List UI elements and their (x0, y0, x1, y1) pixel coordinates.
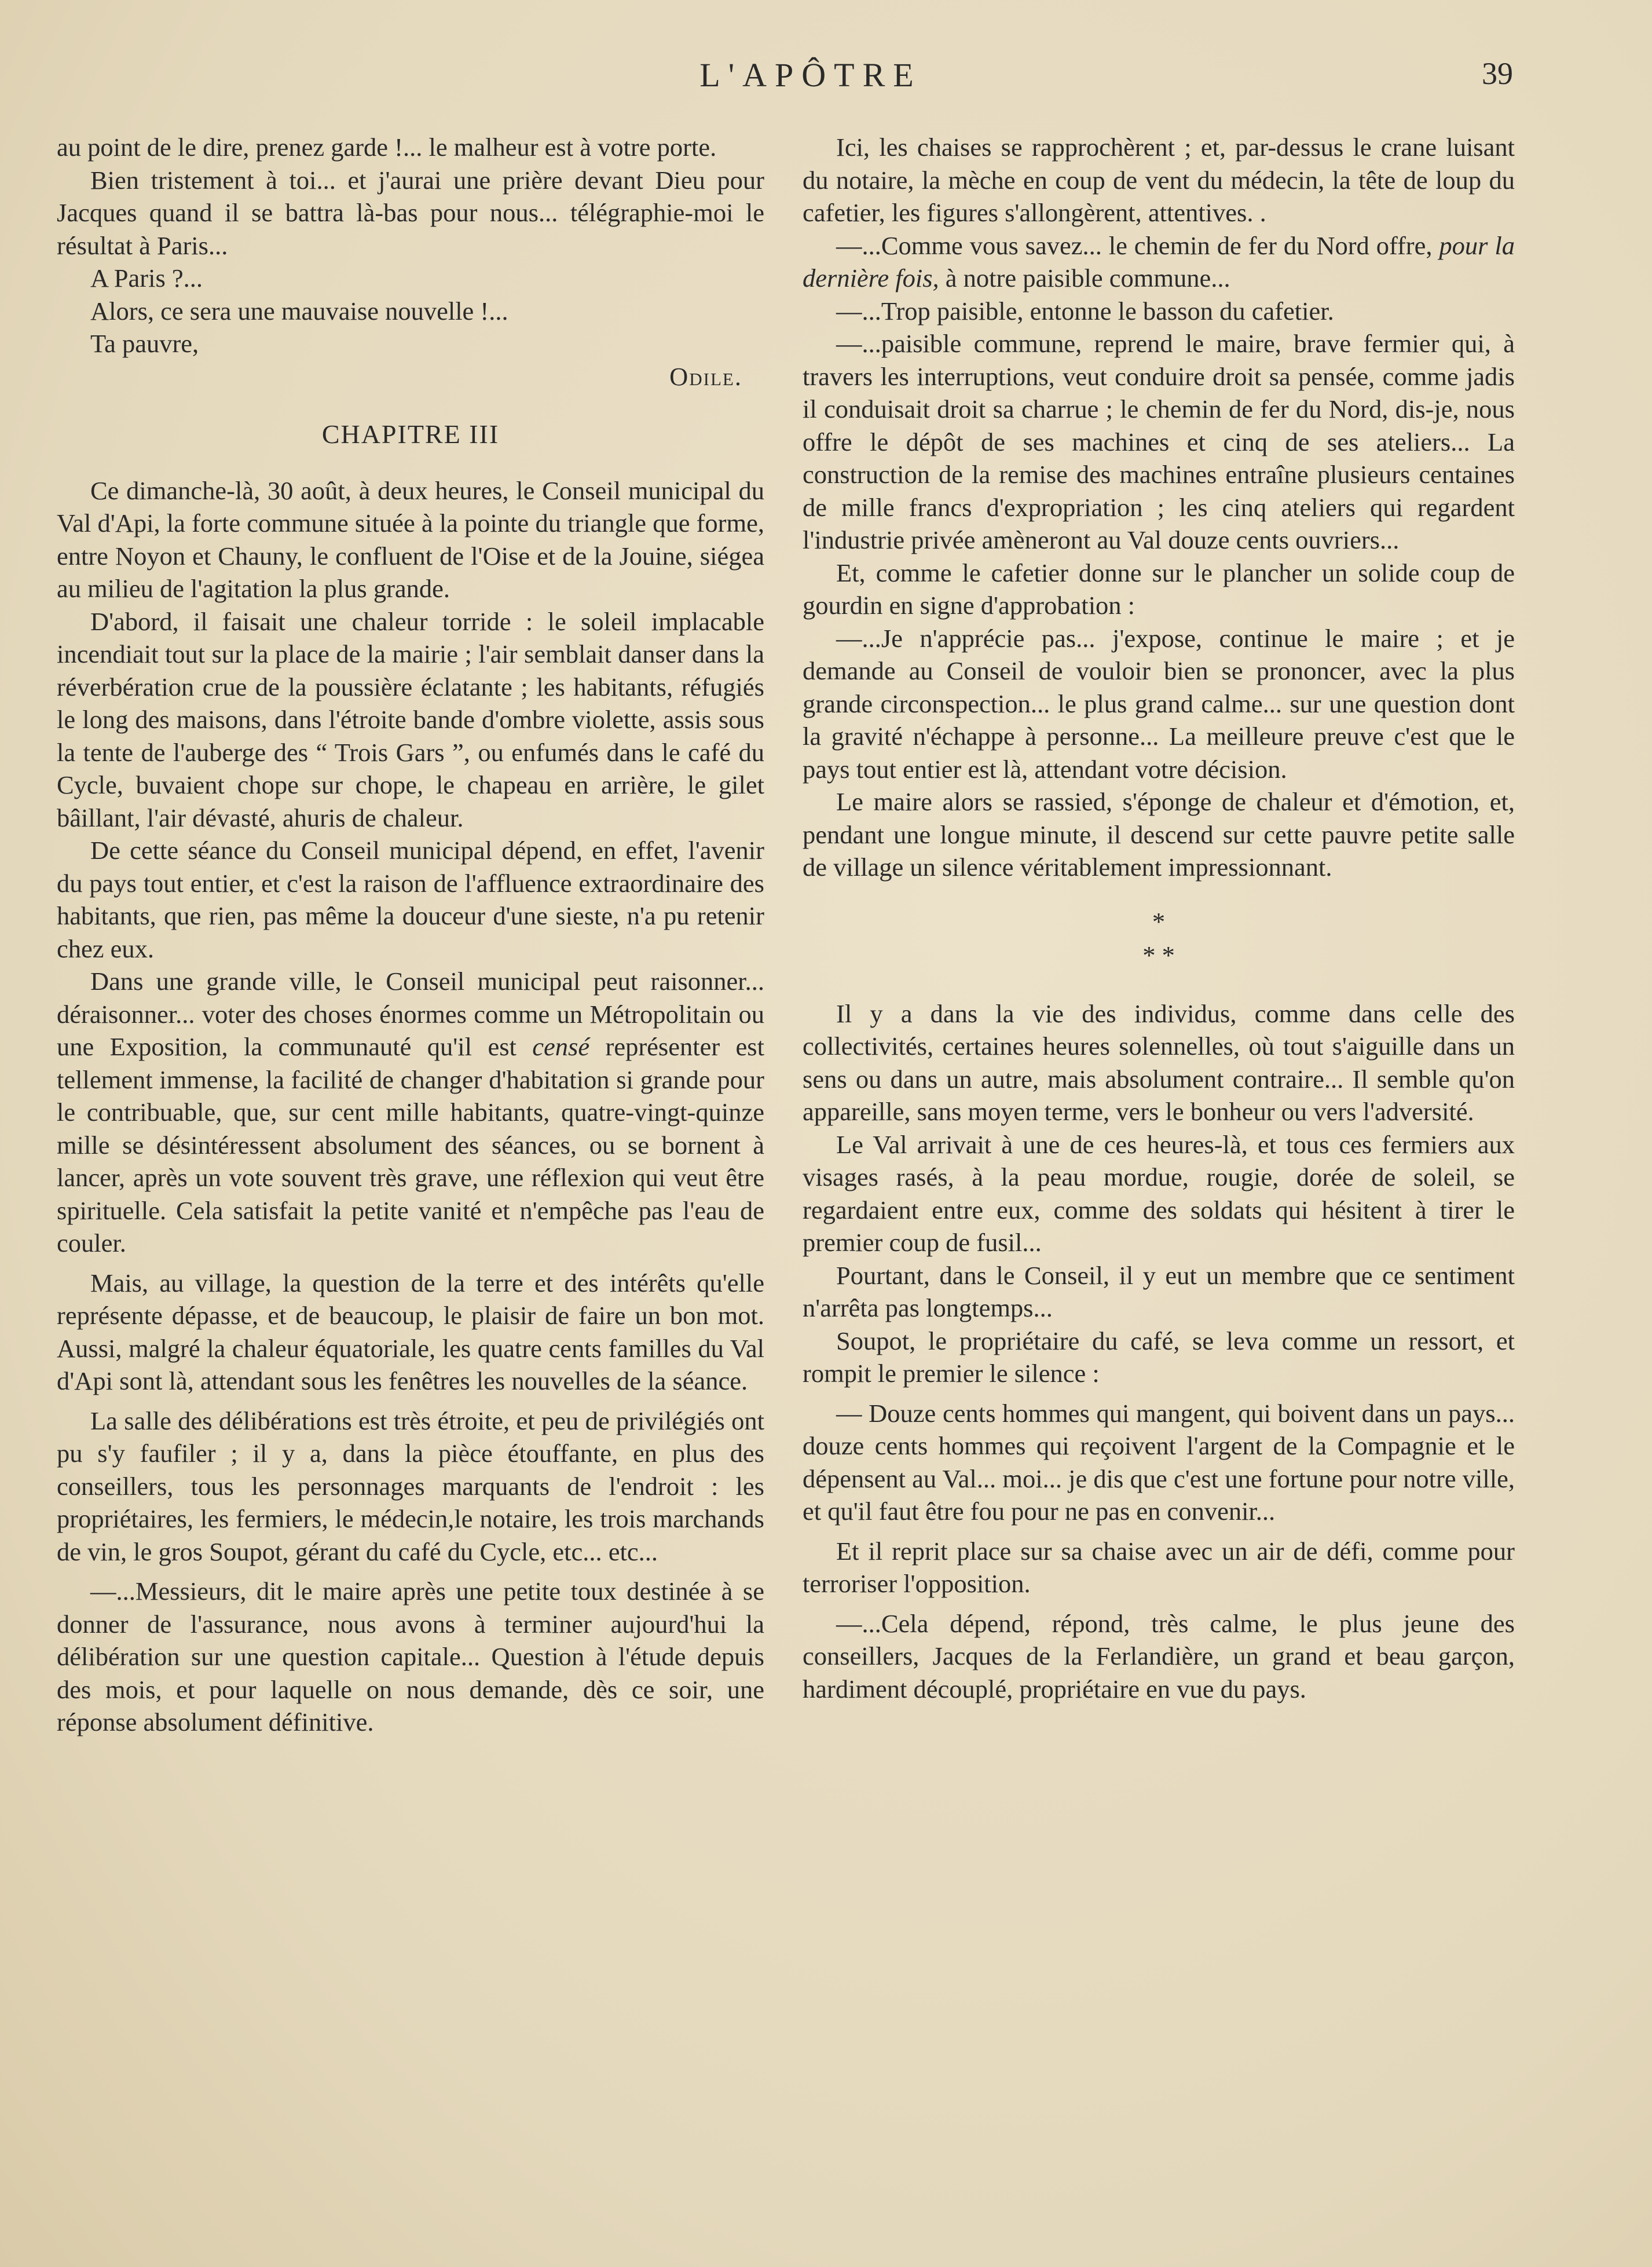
asterisk-line: * (1152, 906, 1166, 936)
paragraph: Et, comme le cafetier donne sur le plancher un solide coup de gourdin en signe d'approbation : (803, 558, 1515, 620)
paragraph: Le Val arrivait à une de ces heures-là, et tous ces fermiers aux visages rasés, à la peau mordue, rougie, dorée de soleil, se regardaient entre eux, comme des soldats qui hésitent à tirer le premier coup de fusil... (803, 1129, 1515, 1257)
italic-text: pour la dernière fois, (803, 231, 1515, 292)
paragraph (57, 965, 764, 1260)
paragraph: A Paris ?... (90, 264, 203, 292)
paragraph: Ta pauvre, (90, 329, 199, 358)
paragraph: Bien tristement à toi... et j'aurai une prière devant Dieu pour Jacques quand il se battra là-bas pour nous... télégraphie-moi le résultat à Paris... (57, 165, 764, 260)
paragraph: Ce dimanche-là, 30 août, à deux heures, le Conseil municipal du Val d'Api, la forte commune située à la pointe du triangle que forme, entre Noyon et Chauny, le confluent de l'Oise et de la Jouine, siégea au milieu de l'agitation la plus grande. (57, 476, 764, 603)
paragraph: De cette séance du Conseil municipal dépend, en effet, l'avenir du pays tout entier, et c'est la raison de l'affluence extraordinaire des habitants, que rien, pas même la douceur d'une sieste, n'a pu retenir chez eux. (57, 836, 764, 963)
paragraph: Pourtant, dans le Conseil, il y eut un membre que ce sentiment n'arrêta pas longtemps... (803, 1260, 1515, 1322)
paragraph: — Douze cents hommes qui mangent, qui boivent dans un pays... douze cents hommes qui reçoivent l'argent de la Compagnie et le dépensent au Val... moi... je dis que c'est une fortune pour notre ville, et qu'il faut être fou pour ne pas en convenir... (803, 1398, 1515, 1526)
paragraph: Mais, au village, la question de la terre et des intérêts qu'elle représente dépasse, et de beaucoup, le plaisir de faire un bon mot. Aussi, malgré la chaleur équatoriale, les quatre cents familles du Val d'Api sont là, attendant sous les fenêtres les nouvelles de la séance. (57, 1268, 764, 1395)
paragraph: —...Cela dépend, répond, très calme, le plus jeune des conseillers, Jacques de la Ferlandière, un grand et beau garçon, hardiment découplé, propriétaire en vue du pays. (803, 1608, 1515, 1703)
paragraph: Il y a dans la vie des individus, comme dans celle des collectivités, certaines heures solennelles, où tout s'aiguille dans un sens ou dans un autre, mais absolument contraire... Il semble qu'on appareille, sans moyen terme, vers le bonheur ou vers l'adversité. (803, 999, 1515, 1126)
chapter-title: CHAPITRE III (321, 419, 500, 449)
asterisk-line: * * (1142, 940, 1175, 970)
paragraph: —...paisible commune, reprend le maire, brave fermier qui, à travers les interruptions, veut conduire droit sa pensée, comme jadis il conduisait droit sa charrue ; le chemin de fer du Nord, dis-je, nous offre le dépôt de ses machines et cinq de ses ateliers... La construction de la remise des machines entraîne plusieurs centaines de mille francs d'expropriation ; les cinq ateliers qui regardent l'industrie privée amèneront au Val douze cents ouvriers... (803, 329, 1515, 554)
paragraph: Alors, ce sera une mauvaise nouvelle !... (90, 296, 508, 326)
left-column (57, 131, 764, 1739)
italic-text: censé (532, 1032, 590, 1061)
letter-signature: Odile. (669, 361, 742, 391)
section-break (803, 905, 1515, 972)
text-run: —...Comme vous savez... le chemin de fer du Nord offre, (836, 231, 1439, 260)
text-run: à notre paisible commune... (939, 264, 1230, 292)
page-number: 39 (1482, 56, 1513, 91)
text-run: représenter est tellement immense, la facilité de changer d'habitation si grande pour le contribuable, que, sur cent mille habitants, quatre-vingt-quinze mille se désintéressent absolument des séances, ou se bornent à lancer, après un vote souvent très grave, une réflexion qui veut être spirituelle. Cela satisfait la petite vanité et n'empêche pas l'eau de couler. (57, 1032, 764, 1257)
paragraph: Ici, les chaises se rapprochèrent ; et, par-dessus le crane luisant du notaire, la mèche en coup de vent du médecin, la tête de loup du cafetier, les figures s'allongèrent, attentives. . (803, 133, 1515, 227)
paragraph (803, 229, 1515, 295)
paragraph: Le maire alors se rassied, s'éponge de chaleur et d'émotion, et, pendant une longue minute, il descend sur cette pauvre petite salle de village un silence véritablement impressionnant. (803, 787, 1515, 882)
paragraph: —...Messieurs, dit le maire après une petite toux destinée à se donner de l'assurance, nous avons à terminer aujourd'hui la délibération sur une question capitale... Question à l'étude depuis des mois, et pour laquelle on nous demande, dès ce soir, une réponse absolument définitive. (57, 1577, 764, 1736)
paragraph: Et il reprit place sur sa chaise avec un air de défi, comme pour terroriser l'opposition. (803, 1536, 1515, 1598)
paragraph: Soupot, le propriétaire du café, se leva comme un ressort, et rompit le premier le silence : (803, 1326, 1515, 1388)
paragraph: La salle des délibérations est très étroite, et peu de privilégiés ont pu s'y faufiler ; il y a, dans la pièce étouffante, en plus des conseillers, tous les personnages marquants de l'endroit : les propriétaires, les fermiers, le médecin,le notaire, les trois marchands de vin, le gros Soupot, gérant du café du Cycle, etc... etc... (57, 1406, 764, 1566)
right-column (803, 131, 1515, 1705)
running-title: L'APÔTRE (699, 56, 922, 94)
page-header (0, 56, 1652, 96)
paragraph: —...Je n'apprécie pas... j'expose, continue le maire ; et je demande au Conseil de vouloir bien se prononcer, avec la plus grande circonspection... le plus grand calme... sur une question dont la gravité n'échappe à personne... La meilleure preuve c'est que le pays tout entier est là, attendant votre décision. (803, 623, 1515, 784)
paragraph: D'abord, il faisait une chaleur torride : le soleil implacable incendiait tout sur la place de la mairie ; l'air semblait danser dans la réverbération crue de la poussière éclatante ; les habitants, réfugiés le long des maisons, dans l'étroite bande d'ombre violette, assis sous la tente de l'auberge des “ Trois Gars ”, ou enfumés dans le café du Cycle, buvaient chope sur chope, le chapeau en arrière, le gilet bâillant, l'air dévasté, ahuris de chaleur. (57, 606, 764, 832)
text-run: Dans une grande ville, le Conseil municipal peut raisonner... déraisonner... voter des choses énormes comme un Métropolitain ou une Exposition, la communauté qu'il est (57, 967, 764, 1061)
paragraph: au point de le dire, prenez garde !... le malheur est à votre porte. (57, 133, 717, 162)
paragraph: —...Trop paisible, entonne le basson du cafetier. (836, 296, 1334, 326)
